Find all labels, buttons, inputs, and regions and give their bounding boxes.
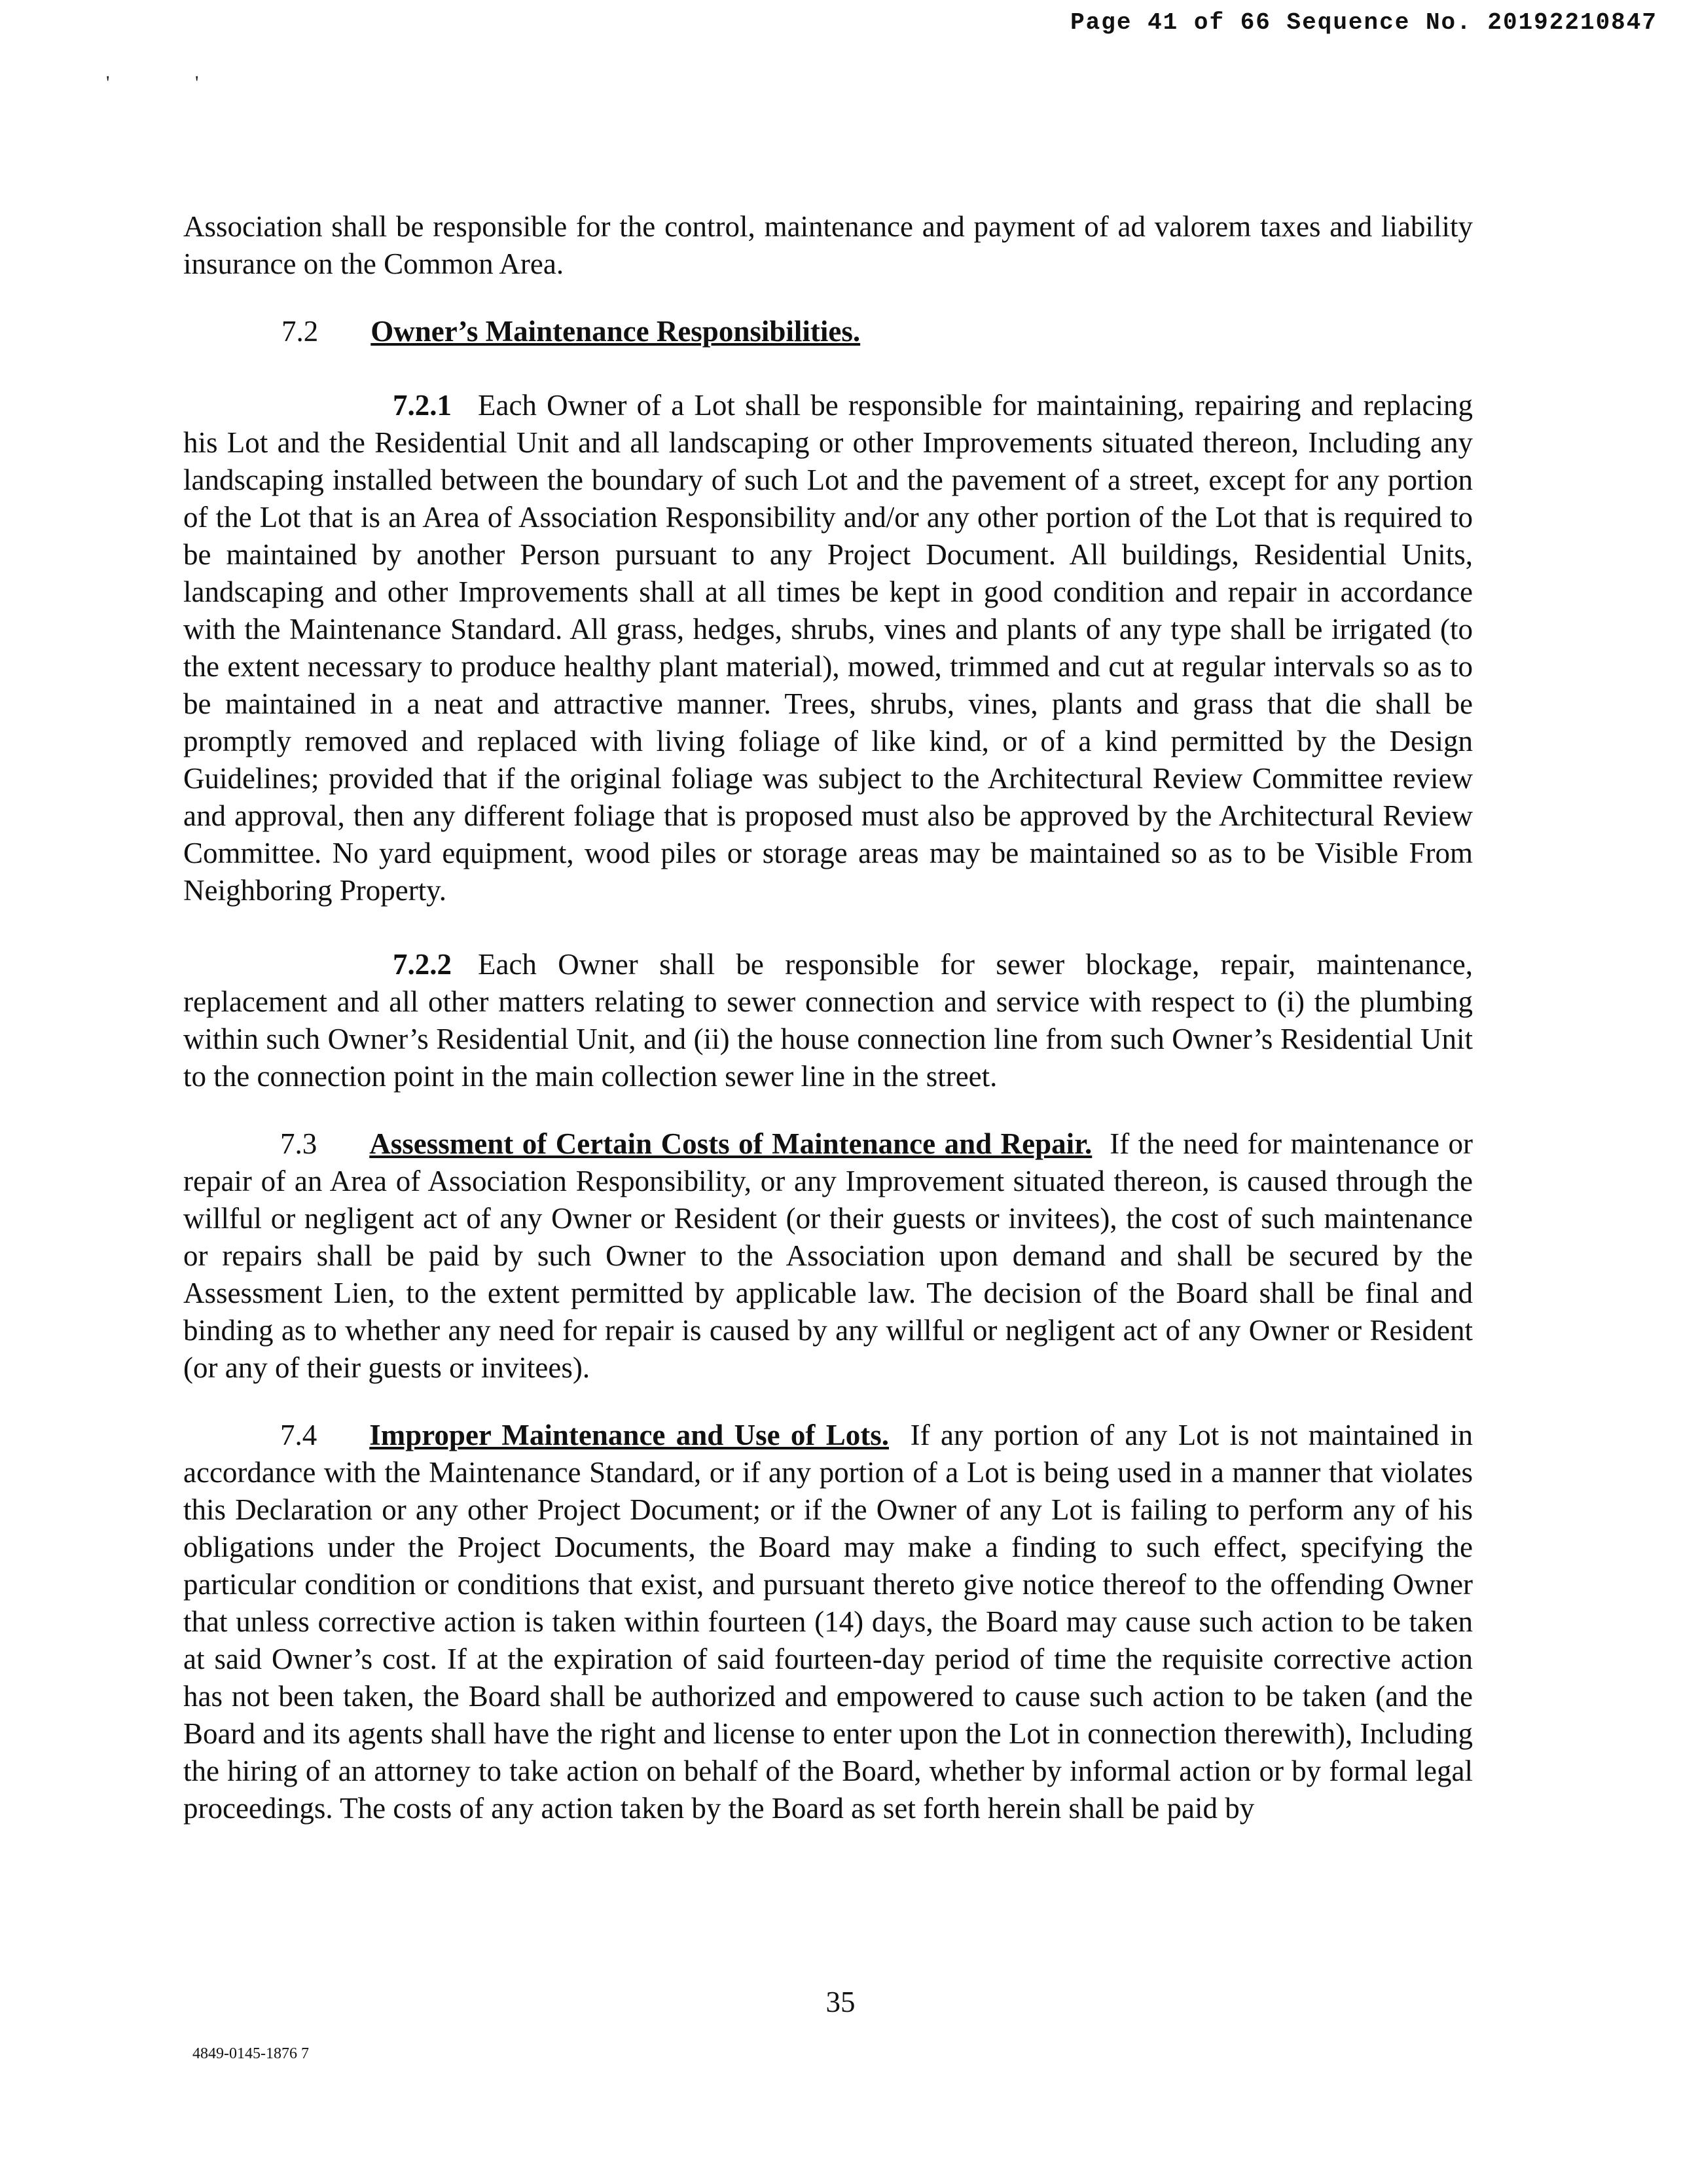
section-7-2-heading xyxy=(183,313,1473,350)
section-7-3-paragraph xyxy=(183,1125,1473,1387)
section-number: 7.4 xyxy=(280,1419,317,1451)
intro-paragraph: Association shall be responsible for the control, maintenance and payment of ad valorem taxes and liability insurance on the Common Area. xyxy=(183,210,1473,280)
section-text: Each Owner shall be responsible for sewer blockage, repair, maintenance, replacement and all other matters relating to sewer connection and service with respect to (i) the plumbing within such Owner’s Residential Unit, and (ii) the house connection line from such Owner’s Residential Unit to the connection point in the main collection sewer line in the street. xyxy=(183,948,1473,1093)
document-body xyxy=(183,208,1473,1827)
section-title: Owner’s Maintenance Responsibilities. xyxy=(371,315,861,348)
scan-tick-mark: ' xyxy=(106,72,110,94)
section-7-4-paragraph xyxy=(183,1417,1473,1827)
section-number: 7.2.1 xyxy=(393,389,452,422)
scan-tick-mark: ' xyxy=(195,72,199,94)
section-number: 7.3 xyxy=(280,1127,317,1160)
page-sequence-stamp: Page 41 of 66 Sequence No. 20192210847 xyxy=(1070,9,1657,36)
section-7-2-2-paragraph xyxy=(183,946,1473,1095)
section-text: Each Owner of a Lot shall be responsible for maintaining, repairing and replacing his Lot and the Residential Unit and all landscaping or other Improvements situated thereon, Including any landscaping installed between the boundary of such Lot and the pavement of a street, except for any portion of the Lot that is an Area of Association Responsibility and/or any other portion of the Lot that is required to be maintained by another Person pursuant to any Project Document. All buildings, Residential Units, landscaping and other Improvements shall at all times be kept in good condition and repair in accordance with the Maintenance Standard. All grass, hedges, shrubs, vines and plants of any type shall be irrigated (to the extent necessary to produce healthy plant material), mowed, trimmed and cut at regular intervals so as to be maintained in a neat and attractive manner. Trees, shrubs, vines, plants and grass that die shall be promptly removed and replaced with living foliage of like kind, or of a kind permitted by the Design Guidelines; provided that if the original foliage was subject to the Architectural Review Committee review and approval, then any different foliage that is proposed must also be approved by the Architectural Review Committee. No yard equipment, wood piles or storage areas may be maintained so as to be Visible From Neighboring Property. xyxy=(183,389,1473,907)
section-7-2-1-paragraph xyxy=(183,387,1473,909)
page-number: 35 xyxy=(825,1986,856,2018)
section-text: If any portion of any Lot is not maintained in accordance with the Maintenance Standard, or if any portion of a Lot is being used in a manner that violates this Declaration or any other Project Document; or if the Owner of any Lot is failing to perform any of his obligations under the Project Documents, the Board may make a finding to such effect, specifying the particular condition or conditions that exist, and pursuant thereto give notice thereof to the offending Owner that unless corrective action is taken within fourteen (14) days, the Board may cause such action to be taken at said Owner’s cost. If at the expiration of said fourteen-day period of time the requisite corrective action has not been taken, the Board shall be authorized and empowered to cause such action to be taken (and the Board and its agents shall have the right and license to enter upon the Lot in connection therewith), Including the hiring of an attorney to take action on behalf of the Board, whether by informal action or by formal legal proceedings. The costs of any action taken by the Board as set forth herein shall be paid by xyxy=(183,1419,1473,1825)
section-number: 7.2 xyxy=(281,315,319,348)
document-id: 4849-0145-1876 7 xyxy=(192,2045,309,2062)
section-title: Assessment of Certain Costs of Maintenance and Repair. xyxy=(369,1127,1093,1160)
section-title: Improper Maintenance and Use of Lots. xyxy=(369,1419,889,1451)
section-text: If the need for maintenance or repair of an Area of Association Responsibility, or any Improvement situated thereon, is caused through the willful or negligent act of any Owner or Resident (or their guests or invitees), the cost of such maintenance or repairs shall be paid by such Owner to the Association upon demand and shall be secured by the Assessment Lien, to the extent permitted by applicable law. The decision of the Board shall be final and binding as to whether any need for repair is caused by any willful or negligent act of any Owner or Resident (or any of their guests or invitees). xyxy=(183,1127,1473,1384)
section-number: 7.2.2 xyxy=(393,948,452,981)
